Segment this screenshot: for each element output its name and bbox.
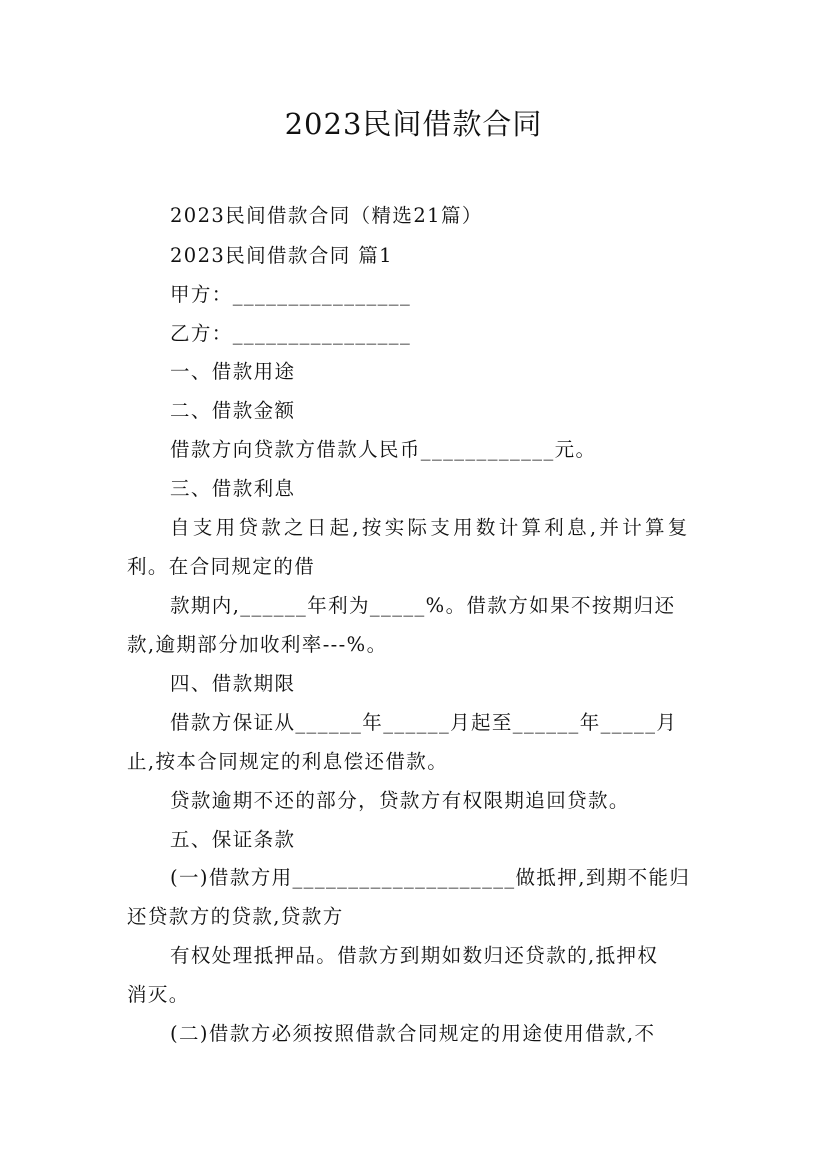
body-line: 有权处理抵押品。借款方到期如数归还贷款的,抵押权 bbox=[170, 944, 659, 967]
clause-heading: 一、借款用途 bbox=[170, 360, 296, 383]
body-line: 款,逾期部分加收利率---%。 bbox=[127, 633, 388, 656]
body-line: 借款方向贷款方借款人民币____________元。 bbox=[170, 438, 597, 461]
clause-heading: 五、保证条款 bbox=[170, 828, 296, 851]
body-line: 利。在合同规定的借 bbox=[127, 555, 316, 578]
body-line: 还贷款方的贷款,贷款方 bbox=[127, 905, 344, 928]
body-line: (一)借款方用____________________做抵押,到期不能归 bbox=[170, 866, 691, 889]
body-line: 自支用贷款之日起,按实际支用数计算利息,并计算复 bbox=[170, 516, 691, 539]
subtitle-line: 2023民间借款合同（精选21篇） bbox=[170, 204, 483, 227]
clause-heading: 四、借款期限 bbox=[170, 672, 296, 695]
party-b-line: 乙方：________________ bbox=[170, 322, 412, 345]
body-line: 止,按本合同规定的利息偿还借款。 bbox=[127, 750, 449, 773]
clause-heading: 三、借款利息 bbox=[170, 477, 296, 500]
body-line: (二)借款方必须按照借款合同规定的用途使用借款,不 bbox=[170, 1022, 656, 1045]
body-line: 消灭。 bbox=[127, 983, 190, 1006]
body-line: 借款方保证从______年______月起至______年_____月 bbox=[170, 711, 678, 734]
body-line: 款期内,______年利为_____%。借款方如果不按期归还 bbox=[170, 594, 676, 617]
document-title: 2023民间借款合同 bbox=[284, 107, 543, 141]
section-heading: 2023民间借款合同 篇1 bbox=[170, 244, 393, 267]
clause-heading: 二、借款金额 bbox=[170, 399, 296, 422]
body-line: 贷款逾期不还的部分，贷款方有权限期追回贷款。 bbox=[170, 789, 630, 812]
party-a-line: 甲方：________________ bbox=[170, 283, 412, 306]
